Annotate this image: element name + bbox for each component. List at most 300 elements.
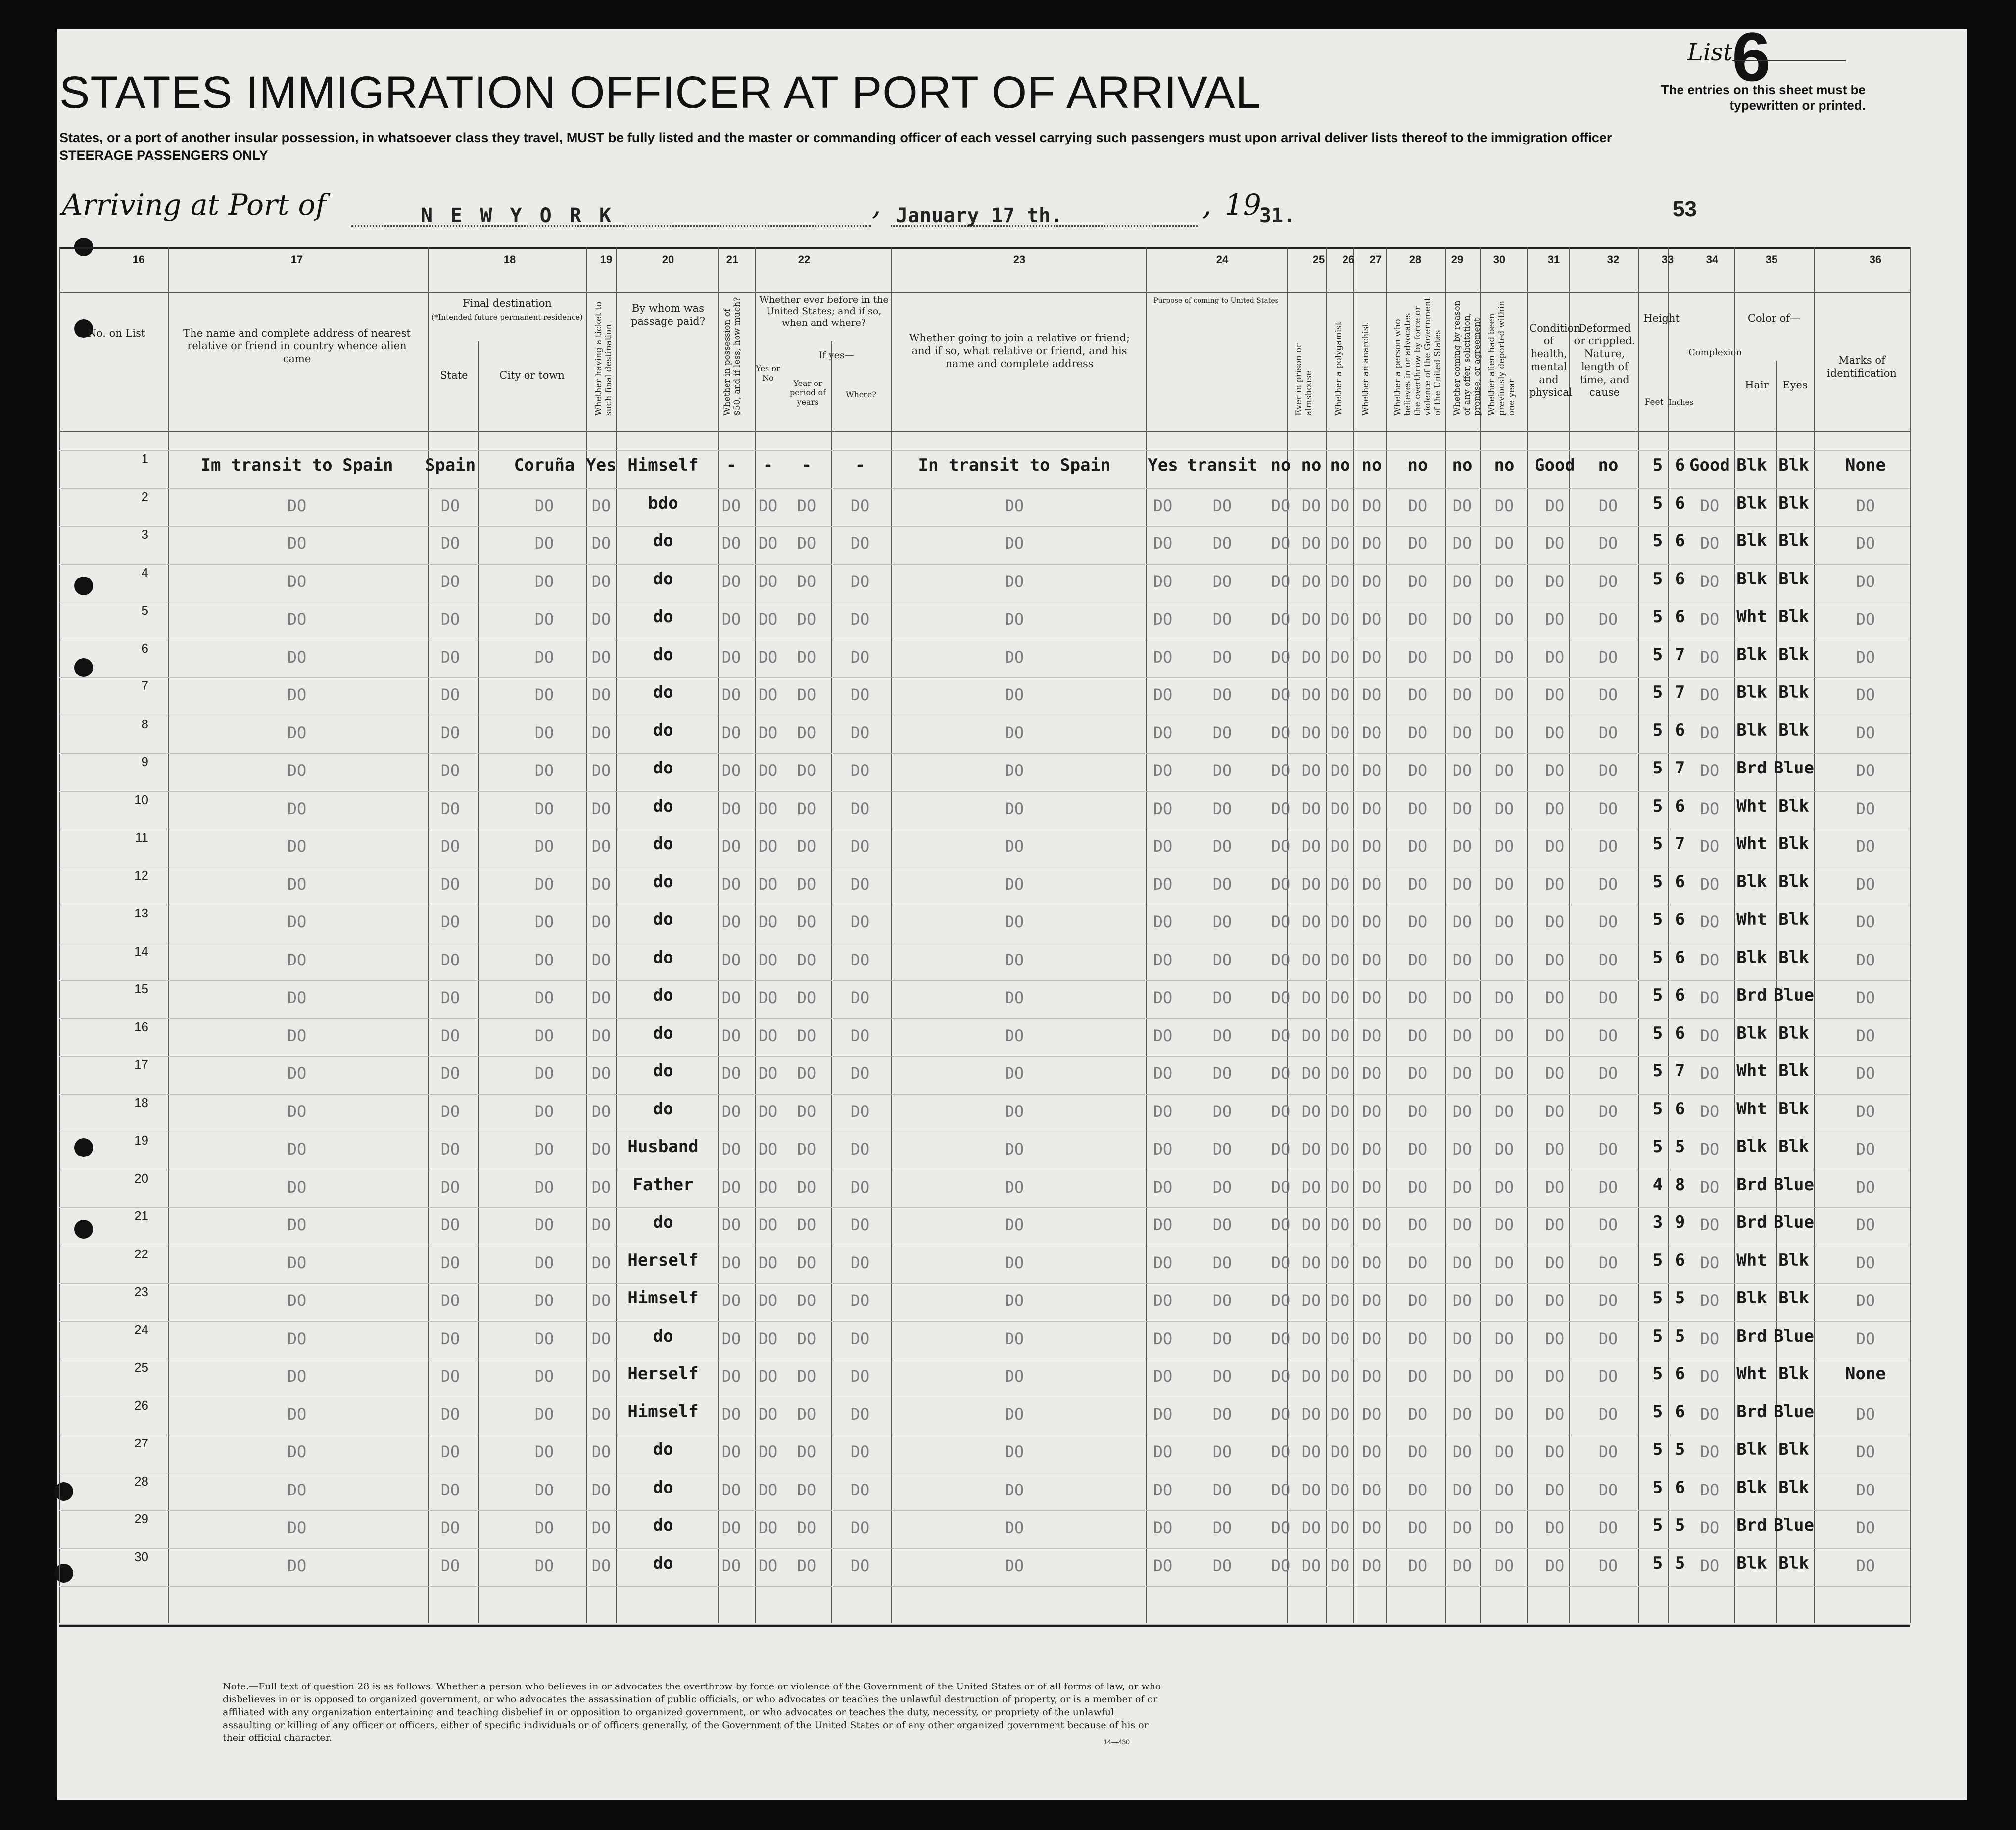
ditto-mark: DO <box>1153 534 1173 553</box>
cell-paid: bdo <box>648 493 678 513</box>
ditto-mark: DO <box>1545 1140 1565 1158</box>
ditto-mark: DO <box>1452 534 1472 553</box>
row-rule <box>59 450 1910 451</box>
ditto-mark: DO <box>1271 496 1291 515</box>
column-header-22: Whether ever before in the United States; and if so, when and where? <box>759 294 889 328</box>
cell-paid: do <box>653 834 673 854</box>
ditto-mark: DO <box>1545 1443 1565 1461</box>
row-rule <box>59 1018 1910 1019</box>
cell-inches: 6 <box>1675 947 1685 967</box>
ditto-mark: DO <box>1494 988 1514 1007</box>
column-header-33-feet: Feet <box>1644 397 1664 407</box>
column-number: 24 <box>1216 253 1229 266</box>
ditto-mark: DO <box>1301 913 1321 931</box>
ditto-mark: DO <box>1153 1102 1173 1121</box>
ditto-mark: DO <box>1330 647 1350 667</box>
cell-feet: 5 <box>1652 985 1663 1005</box>
ditto-mark: DO <box>1598 723 1618 742</box>
ditto-mark: DO <box>440 1404 460 1424</box>
cell-paid: do <box>653 1477 673 1497</box>
ditto-mark: DO <box>1212 534 1232 553</box>
ditto-mark: DO <box>721 647 741 667</box>
header-rule <box>59 292 1910 293</box>
cell-hair: Brd <box>1736 1212 1767 1232</box>
cell-paid: do <box>653 1553 673 1573</box>
cell-feet: 5 <box>1652 644 1663 665</box>
cell-feet: 5 <box>1652 1364 1663 1384</box>
cell-feet: 4 <box>1652 1174 1663 1195</box>
ditto-mark: DO <box>1271 799 1291 818</box>
ditto-mark: DO <box>797 1291 816 1310</box>
row-number: 29 <box>134 1511 148 1526</box>
cell-hair: Brd <box>1736 985 1767 1005</box>
ditto-mark: DO <box>534 647 554 667</box>
cell-join: In transit to Spain <box>918 455 1111 475</box>
ditto-mark: DO <box>1856 723 1875 742</box>
ditto-mark: DO <box>1005 1443 1024 1461</box>
ditto-mark: DO <box>1153 837 1173 856</box>
ditto-mark: DO <box>1408 1253 1428 1272</box>
cell-state: Spain <box>425 455 476 475</box>
ditto-mark: DO <box>1301 1026 1321 1045</box>
ditto-mark: DO <box>1212 988 1232 1007</box>
ditto-mark: DO <box>1545 723 1565 742</box>
ditto-mark: DO <box>797 1102 816 1121</box>
ditto-mark: DO <box>797 1518 816 1537</box>
cell-inches: 5 <box>1675 1553 1685 1573</box>
ditto-mark: DO <box>591 874 611 894</box>
ditto-mark: DO <box>1700 988 1720 1007</box>
ditto-mark: DO <box>1452 950 1472 969</box>
ditto-mark: DO <box>758 1026 778 1045</box>
ditto-mark: DO <box>797 610 816 628</box>
ditto-mark: DO <box>287 761 307 780</box>
ditto-mark: DO <box>591 723 611 742</box>
ditto-mark: DO <box>721 874 741 894</box>
ditto-mark: DO <box>1545 1064 1565 1083</box>
ditto-mark: DO <box>591 913 611 931</box>
ditto-mark: DO <box>1856 1177 1875 1197</box>
arriving-label: Arriving at Port of <box>62 188 326 222</box>
cell-hair: Brd <box>1736 1401 1767 1422</box>
column-header-22-yesno: Yes or No <box>756 364 780 383</box>
ditto-mark: DO <box>850 534 870 553</box>
ditto-mark: DO <box>1856 1480 1875 1499</box>
ditto-mark: DO <box>1700 1329 1720 1348</box>
ditto-mark: DO <box>1271 1026 1291 1045</box>
ditto-mark: DO <box>850 799 870 818</box>
ditto-mark: DO <box>287 647 307 667</box>
row-number: 30 <box>134 1549 148 1564</box>
ditto-mark: DO <box>1598 1480 1618 1499</box>
ditto-mark: DO <box>1700 1140 1720 1158</box>
ditto-mark: DO <box>850 1480 870 1499</box>
ditto-mark: DO <box>1362 1291 1382 1310</box>
ditto-mark: DO <box>1856 572 1875 591</box>
ditto-mark: DO <box>1598 761 1618 780</box>
manifest-table <box>59 247 1910 1627</box>
cell-marks: None <box>1845 455 1886 475</box>
column-header-22-ifyes: If yes— <box>818 350 854 361</box>
ditto-mark: DO <box>1330 610 1350 628</box>
ditto-mark: DO <box>1362 761 1382 780</box>
ditto-mark: DO <box>797 572 816 591</box>
ditto-mark: DO <box>758 874 778 894</box>
cell-inches: 7 <box>1675 1061 1685 1081</box>
ditto-mark: DO <box>758 837 778 856</box>
ditto-mark: DO <box>1005 1518 1024 1537</box>
ditto-mark: DO <box>287 572 307 591</box>
cell-paid: do <box>653 985 673 1005</box>
column-rule <box>1386 247 1387 1623</box>
ditto-mark: DO <box>850 1404 870 1424</box>
ditto-mark: DO <box>591 761 611 780</box>
ditto-mark: DO <box>1408 913 1428 931</box>
column-rule <box>1910 247 1911 1623</box>
ditto-mark: DO <box>1005 1140 1024 1158</box>
ditto-mark: DO <box>721 496 741 515</box>
subcolumn-rule <box>831 341 832 1623</box>
ditto-mark: DO <box>440 647 460 667</box>
ditto-mark: DO <box>850 1102 870 1121</box>
ditto-mark: DO <box>1408 1064 1428 1083</box>
ditto-mark: DO <box>1212 610 1232 628</box>
ditto-mark: DO <box>1856 1064 1875 1083</box>
form-number: 14—430 <box>1104 1738 1130 1746</box>
row-rule <box>59 677 1910 678</box>
ditto-mark: DO <box>1153 496 1173 515</box>
cell-inches: 6 <box>1675 720 1685 740</box>
ditto-mark: DO <box>1362 534 1382 553</box>
ditto-mark: DO <box>1856 685 1875 704</box>
ditto-mark: DO <box>797 913 816 931</box>
ditto-mark: DO <box>1494 1367 1514 1386</box>
ditto-mark: DO <box>850 988 870 1007</box>
cell-hair: Blk <box>1736 1288 1767 1308</box>
ditto-mark: DO <box>1330 1367 1350 1386</box>
cell-paid: Himself <box>627 1401 699 1422</box>
ditto-mark: DO <box>1271 1404 1291 1424</box>
ditto-mark: DO <box>1545 610 1565 628</box>
cell-citizen: no <box>1270 455 1291 475</box>
row-rule <box>59 791 1910 792</box>
column-rule <box>616 247 617 1623</box>
ditto-mark: DO <box>1212 1140 1232 1158</box>
row-rule <box>59 1056 1910 1057</box>
cell-overthrow: no <box>1407 455 1428 475</box>
cell-paid: do <box>653 796 673 816</box>
ditto-mark: DO <box>1153 761 1173 780</box>
ditto-mark: DO <box>1362 913 1382 931</box>
ditto-mark: DO <box>1301 950 1321 969</box>
cell-paid: do <box>653 1099 673 1119</box>
cell-inches: 7 <box>1675 682 1685 702</box>
ditto-mark: DO <box>440 496 460 515</box>
ditto-mark: DO <box>1700 647 1720 667</box>
cell-inches: 5 <box>1675 1137 1685 1156</box>
ditto-mark: DO <box>1408 685 1428 704</box>
cell-fifty: - <box>726 455 737 475</box>
column-header-18-state: State <box>440 369 468 381</box>
cell-prison: no <box>1301 455 1322 475</box>
cell-inches: 6 <box>1675 1477 1685 1497</box>
cell-inches: 6 <box>1675 569 1685 589</box>
ditto-mark: DO <box>1494 874 1514 894</box>
ditto-mark: DO <box>1362 572 1382 591</box>
ditto-mark: DO <box>1856 1102 1875 1121</box>
ditto-mark: DO <box>1598 534 1618 553</box>
column-number: 32 <box>1607 253 1620 266</box>
ditto-mark: DO <box>1330 1291 1350 1310</box>
ditto-mark: DO <box>758 572 778 591</box>
subcolumn-rule <box>755 341 756 1623</box>
ditto-mark: DO <box>1452 1291 1472 1310</box>
cell-eyes: Blk <box>1778 1364 1809 1384</box>
ditto-mark: DO <box>758 913 778 931</box>
ditto-mark: DO <box>1301 1291 1321 1310</box>
cell-feet: 5 <box>1652 682 1663 702</box>
ditto-mark: DO <box>1700 1253 1720 1272</box>
ditto-mark: DO <box>1212 1253 1232 1272</box>
ditto-mark: DO <box>1153 874 1173 894</box>
ditto-mark: DO <box>797 874 816 894</box>
cell-eyes: Blue <box>1774 758 1814 778</box>
ditto-mark: DO <box>1856 1404 1875 1424</box>
ditto-mark: DO <box>534 1291 554 1310</box>
ditto-mark: DO <box>721 1443 741 1461</box>
ditto-mark: DO <box>721 1518 741 1537</box>
column-number: 35 <box>1765 253 1778 266</box>
ditto-mark: DO <box>850 1291 870 1310</box>
cell-eyes: Blk <box>1778 947 1809 967</box>
ditto-mark: DO <box>1545 837 1565 856</box>
ditto-mark: DO <box>1362 1026 1382 1045</box>
ditto-mark: DO <box>1494 1556 1514 1575</box>
ditto-mark: DO <box>1271 1253 1291 1272</box>
ditto-mark: DO <box>1494 1253 1514 1272</box>
row-rule <box>59 1283 1910 1284</box>
ditto-mark: DO <box>850 1215 870 1234</box>
ditto-mark: DO <box>1362 988 1382 1007</box>
column-number: 25 <box>1312 253 1325 266</box>
ditto-mark: DO <box>1408 1215 1428 1234</box>
ditto-mark: DO <box>1271 610 1291 628</box>
ditto-mark: DO <box>1153 1480 1173 1499</box>
cell-hair: Blk <box>1736 1553 1767 1573</box>
ditto-mark: DO <box>1005 1329 1024 1348</box>
ditto-mark: DO <box>591 1102 611 1121</box>
cell-feet: 5 <box>1652 1440 1663 1459</box>
ditto-mark: DO <box>1301 1102 1321 1121</box>
ditto-mark: DO <box>850 1518 870 1537</box>
ditto-mark: DO <box>1212 1329 1232 1348</box>
ditto-mark: DO <box>721 1064 741 1083</box>
cell-hair: Blk <box>1736 682 1767 702</box>
list-number: 6 <box>1732 18 1771 96</box>
ditto-mark: DO <box>1330 496 1350 515</box>
ditto-mark: DO <box>1700 610 1720 628</box>
ditto-mark: DO <box>1700 534 1720 553</box>
cell-before: - <box>763 455 773 475</box>
cell-relative: Im transit to Spain <box>200 455 393 475</box>
ditto-mark: DO <box>534 1177 554 1197</box>
ditto-mark: DO <box>1005 685 1024 704</box>
ditto-mark: DO <box>1153 685 1173 704</box>
ditto-mark: DO <box>1153 1140 1173 1158</box>
ditto-mark: DO <box>1301 1064 1321 1083</box>
row-rule <box>59 1094 1910 1095</box>
ditto-mark: DO <box>1494 1329 1514 1348</box>
cell-eyes: Blue <box>1774 1401 1814 1422</box>
ditto-mark: DO <box>534 610 554 628</box>
ditto-mark: DO <box>1700 874 1720 894</box>
ditto-mark: DO <box>1301 610 1321 628</box>
ditto-mark: DO <box>287 1177 307 1197</box>
ditto-mark: DO <box>440 837 460 856</box>
column-rule <box>586 247 587 1623</box>
ditto-mark: DO <box>1330 761 1350 780</box>
ditto-mark: DO <box>721 837 741 856</box>
ditto-mark: DO <box>534 1404 554 1424</box>
column-number: 28 <box>1409 253 1422 266</box>
ditto-mark: DO <box>1408 1480 1428 1499</box>
ditto-mark: DO <box>1153 1518 1173 1537</box>
port-value: N E W Y O R K <box>421 204 615 227</box>
ditto-mark: DO <box>1271 572 1291 591</box>
ditto-mark: DO <box>1362 1140 1382 1158</box>
ditto-mark: DO <box>1598 685 1618 704</box>
cell-feet: 5 <box>1652 607 1663 626</box>
ditto-mark: DO <box>1153 1026 1173 1045</box>
ditto-mark: DO <box>591 1140 611 1158</box>
ditto-mark: DO <box>287 950 307 969</box>
ditto-mark: DO <box>797 1404 816 1424</box>
cell-deformed: no <box>1598 455 1619 475</box>
ditto-mark: DO <box>1545 1518 1565 1537</box>
ditto-mark: DO <box>1271 1329 1291 1348</box>
ditto-mark: DO <box>440 1367 460 1386</box>
ditto-mark: DO <box>1153 1215 1173 1234</box>
steerage-label: STEERAGE PASSENGERS ONLY <box>59 148 268 163</box>
column-header-29: Whether coming by reason of any offer, solicitation, promise, or agreement <box>1452 300 1482 416</box>
ditto-mark: DO <box>1212 874 1232 894</box>
ditto-mark: DO <box>721 761 741 780</box>
ditto-mark: DO <box>1598 1556 1618 1575</box>
ditto-mark: DO <box>1408 950 1428 969</box>
cell-paid: do <box>653 644 673 665</box>
ditto-mark: DO <box>1212 572 1232 591</box>
ditto-mark: DO <box>850 1064 870 1083</box>
ditto-mark: DO <box>1545 685 1565 704</box>
ditto-mark: DO <box>1598 874 1618 894</box>
ditto-mark: DO <box>1598 1026 1618 1045</box>
ditto-mark: DO <box>534 913 554 931</box>
ditto-mark: DO <box>534 685 554 704</box>
footnote: Note.—Full text of question 28 is as follows: Whether a person who believes in or advocates the overthrow by force or violence of the Government of the United States or of all forms of law, or who disbelieves in or is opposed to organized government, or who advocates the assassination of public officials, or who advocates or teaches the unlawful destruction of property, or is a member of or affiliated with any organization entertaining and teaching disbelief in or opposition to organized government, or who advocates or teaches the duty, necessity, or propriety of the unlawful assaulting or killing of any officer or officers, either of specific individuals or of officers generally, of the Government of the United States or of any other organized government because of his or their official character. <box>223 1681 1161 1743</box>
ditto-mark: DO <box>1700 496 1720 515</box>
cell-paid: do <box>653 531 673 551</box>
cell-feet: 5 <box>1652 796 1663 816</box>
column-header-33-inches: Inches <box>1669 398 1694 407</box>
row-rule <box>59 1624 1910 1625</box>
ditto-mark: DO <box>1452 874 1472 894</box>
cell-paid: do <box>653 1515 673 1535</box>
cell-hair: Blk <box>1736 720 1767 740</box>
ditto-mark: DO <box>1452 1215 1472 1234</box>
ditto-mark: DO <box>534 1026 554 1045</box>
row-number: 23 <box>134 1284 148 1299</box>
column-header-20: By whom was passage paid? <box>631 302 705 327</box>
cell-inches: 9 <box>1675 1212 1685 1232</box>
ditto-mark: DO <box>1153 1329 1173 1348</box>
cell-feet: 5 <box>1652 569 1663 589</box>
ditto-mark: DO <box>1330 1026 1350 1045</box>
ditto-mark: DO <box>534 1480 554 1499</box>
ditto-mark: DO <box>1271 913 1291 931</box>
ditto-mark: DO <box>1271 1215 1291 1234</box>
ditto-mark: DO <box>797 647 816 667</box>
ditto-mark: DO <box>1005 1215 1024 1234</box>
ditto-mark: DO <box>591 799 611 818</box>
column-number: 30 <box>1493 253 1506 266</box>
ditto-mark: DO <box>1362 647 1382 667</box>
cell-feet: 5 <box>1652 910 1663 929</box>
ditto-mark: DO <box>1408 534 1428 553</box>
ditto-mark: DO <box>1330 1215 1350 1234</box>
ditto-mark: DO <box>1408 1291 1428 1310</box>
ditto-mark: DO <box>1856 950 1875 969</box>
cell-eyes: Blue <box>1774 985 1814 1005</box>
ditto-mark: DO <box>440 950 460 969</box>
ditto-mark: DO <box>1545 799 1565 818</box>
entries-note: The entries on this sheet must be typewritten or printed. <box>1661 82 1866 113</box>
column-header-18: Final destination <box>463 297 552 309</box>
ditto-mark: DO <box>721 685 741 704</box>
ditto-mark: DO <box>1212 913 1232 931</box>
ditto-mark: DO <box>1153 1064 1173 1083</box>
instructions-line: States, or a port of another insular possession, in whatsoever class they travel, MUST be fully listed and the master or commanding officer of each vessel carrying such passengers must upon arrival deliver lists thereof to the immigration officer <box>59 130 1612 145</box>
ditto-mark: DO <box>758 647 778 667</box>
ditto-mark: DO <box>1408 572 1428 591</box>
ditto-mark: DO <box>1362 1102 1382 1121</box>
column-header-34: Complexion <box>1688 347 1742 358</box>
cell-hair: Blk <box>1736 493 1767 513</box>
date-value: January 17 th. <box>896 204 1063 227</box>
cell-inches: 5 <box>1675 1440 1685 1459</box>
row-rule <box>59 1207 1910 1208</box>
cell-paid: Herself <box>627 1364 699 1384</box>
ditto-mark: DO <box>591 1367 611 1386</box>
ditto-mark: DO <box>1856 913 1875 931</box>
ditto-mark: DO <box>1362 1253 1382 1272</box>
ditto-mark: DO <box>287 1026 307 1045</box>
ditto-mark: DO <box>758 496 778 515</box>
ditto-mark: DO <box>1545 1215 1565 1234</box>
ditto-mark: DO <box>1212 1404 1232 1424</box>
ditto-mark: DO <box>534 950 554 969</box>
row-rule <box>59 1321 1910 1322</box>
cell-hair: Blk <box>1736 871 1767 892</box>
ditto-mark: DO <box>1212 1026 1232 1045</box>
ditto-mark: DO <box>797 723 816 742</box>
ditto-mark: DO <box>1598 1367 1618 1386</box>
ditto-mark: DO <box>440 761 460 780</box>
cell-health: Good <box>1535 455 1575 475</box>
ditto-mark: DO <box>1408 761 1428 780</box>
ditto-mark: DO <box>1494 723 1514 742</box>
ditto-mark: DO <box>534 572 554 591</box>
ditto-mark: DO <box>1856 647 1875 667</box>
